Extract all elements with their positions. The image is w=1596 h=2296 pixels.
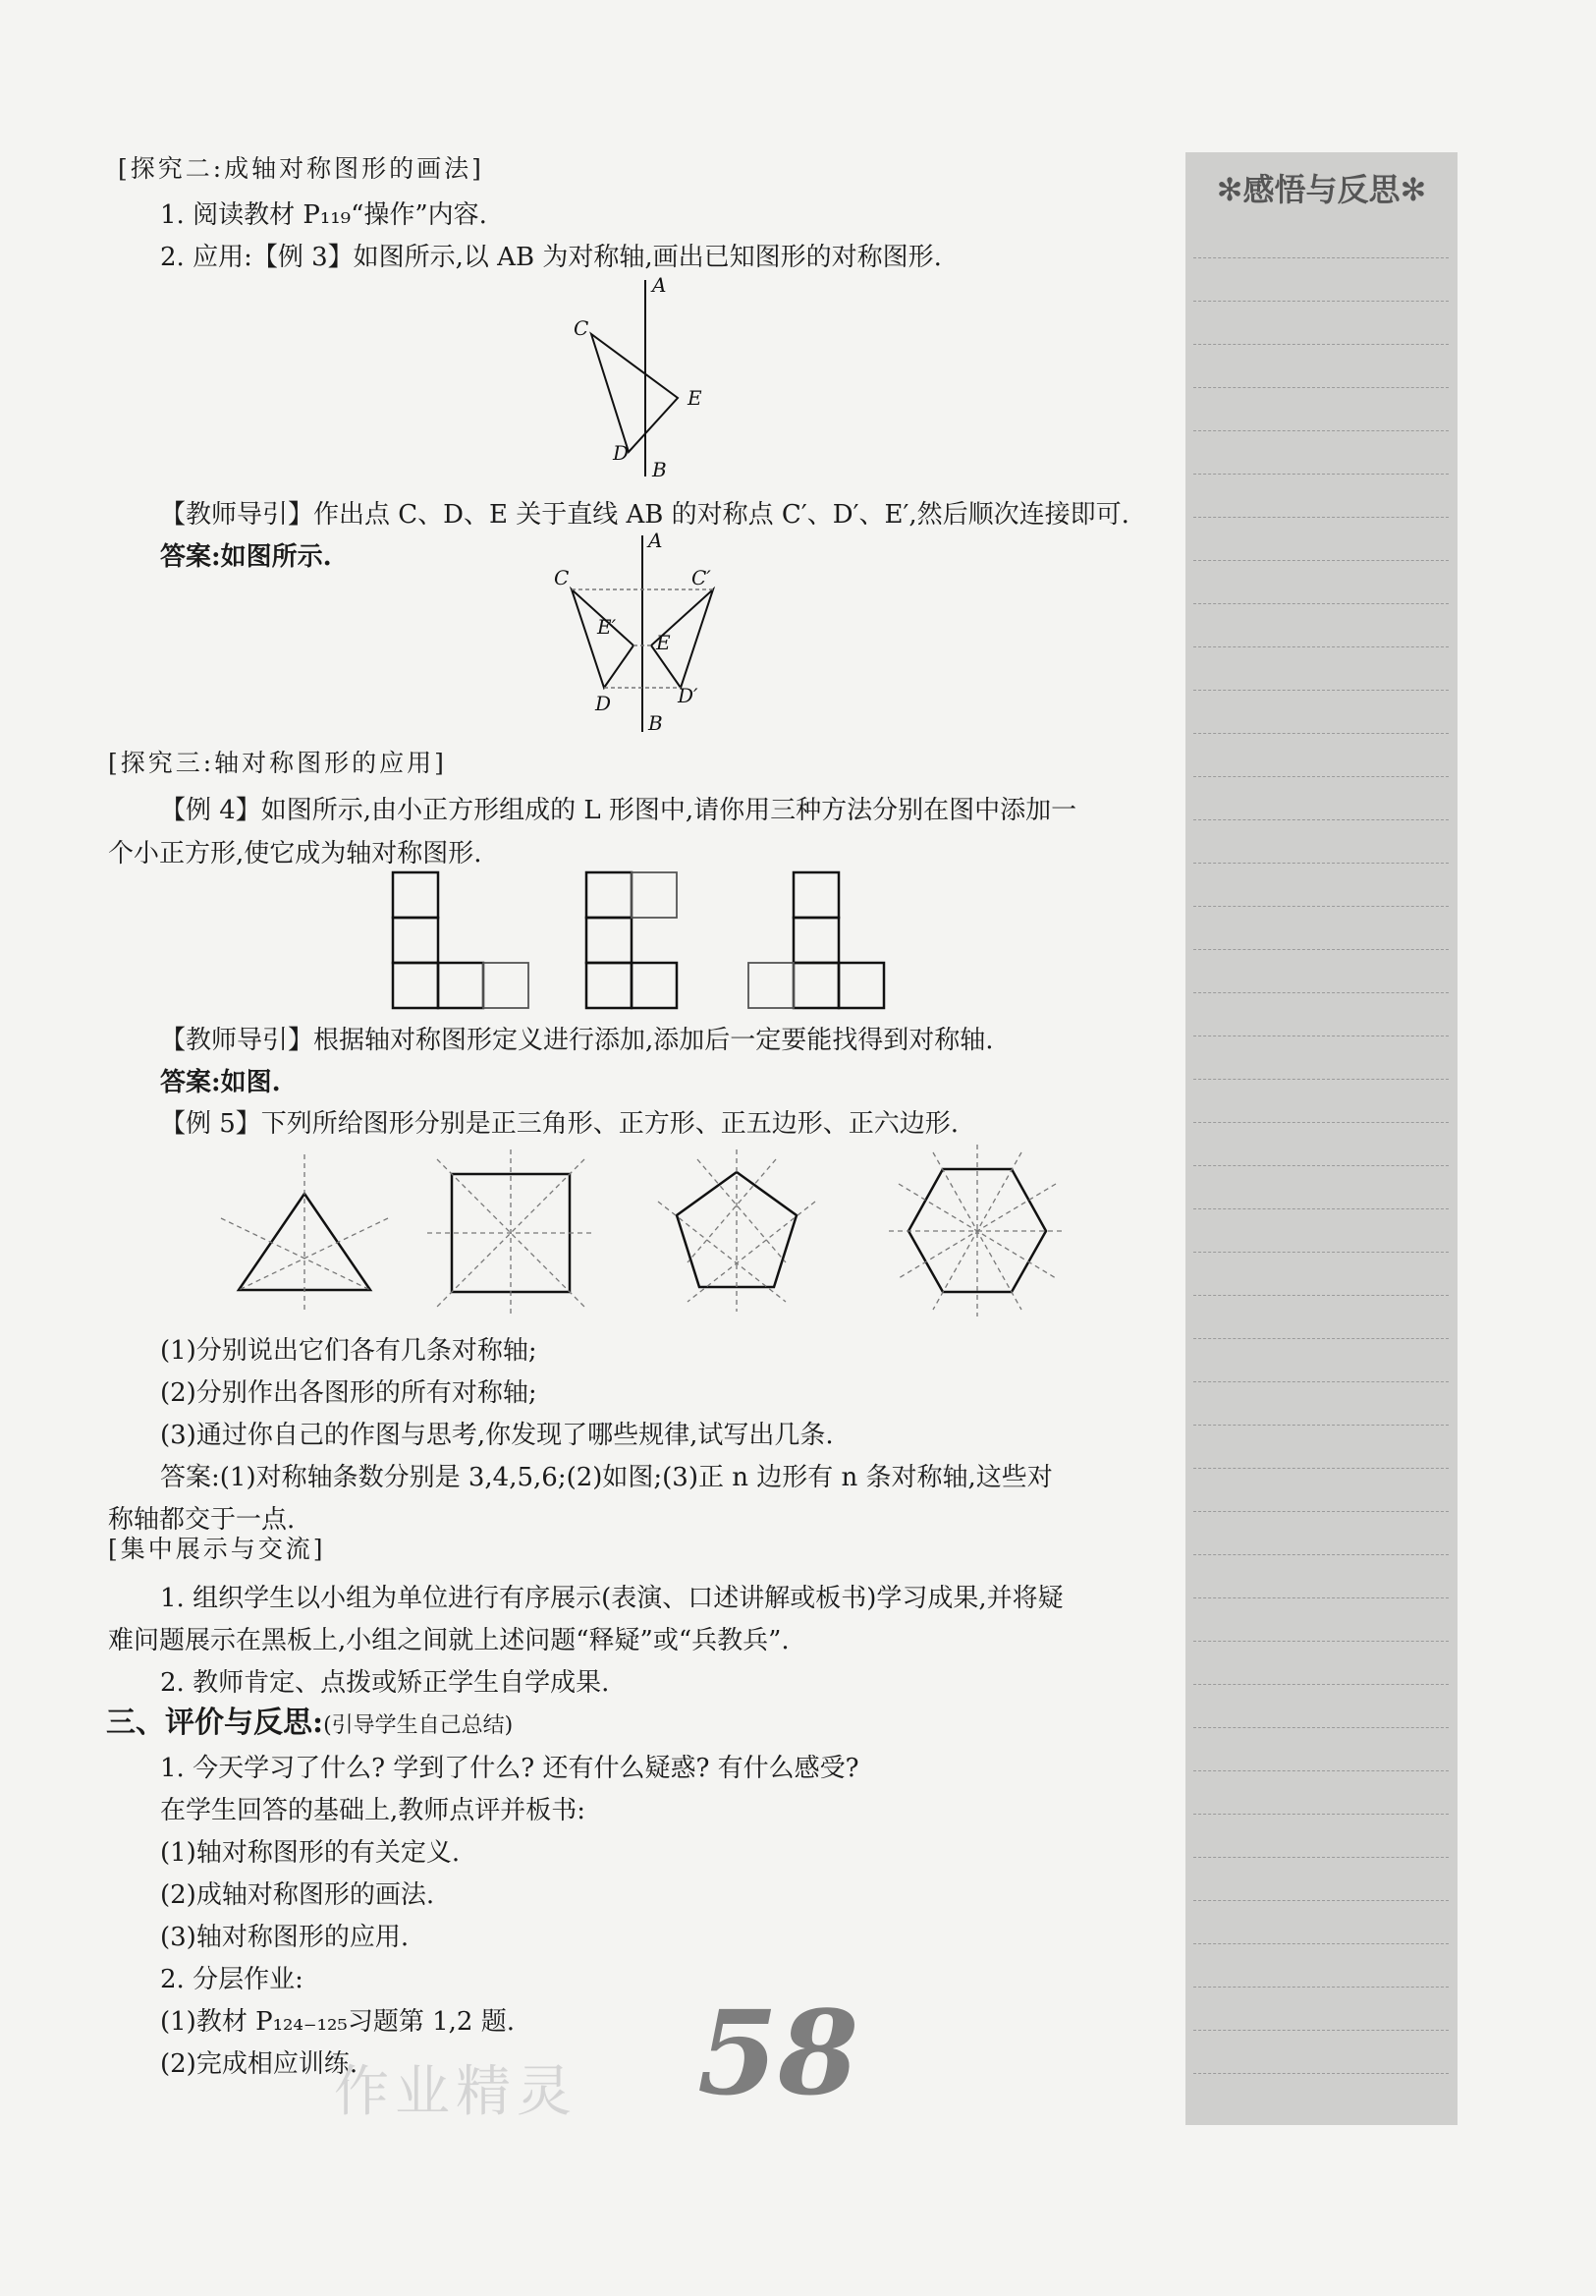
focus-item2: 2. 教师肯定、点拨或矫正学生自学成果. (160, 1668, 610, 1698)
inquiry2-item1: 1. 阅读教材 P₁₁₉“操作”内容. (160, 200, 487, 230)
sidebar-line (1193, 1295, 1449, 1296)
sidebar-line (1193, 603, 1449, 604)
sidebar-line (1193, 1468, 1449, 1469)
sidebar-line (1193, 1900, 1449, 1901)
sidebar-line (1193, 1122, 1449, 1123)
sidebar-line (1193, 992, 1449, 993)
inquiry2-item2: 2. 应用:【例 3】如图所示,以 AB 为对称轴,画出已知图形的对称图形. (160, 243, 942, 272)
inquiry2-guide: 【教师导引】作出点 C、D、E 关于直线 AB 的对称点 C′、D′、E′,然后顺次连接即可. (160, 500, 1129, 530)
sidebar-line (1193, 517, 1449, 518)
sidebar-line (1193, 1641, 1449, 1642)
sidebar-line (1193, 344, 1449, 345)
example5-figures (221, 1145, 1125, 1316)
label-c: C (554, 566, 570, 589)
focus-header: [集中展示与交流] (108, 1535, 326, 1563)
review-point2: (2)成轴对称图形的画法. (160, 1880, 435, 1910)
sidebar-line (1193, 430, 1449, 431)
sidebar-line (1193, 733, 1449, 734)
homework-item1: (1)教材 P₁₂₄₋₁₂₅习题第 1,2 题. (160, 2007, 515, 2037)
review-q1: 1. 今天学习了什么? 学到了什么? 还有什么疑惑? 有什么感受? (160, 1754, 859, 1783)
label-c: C (574, 316, 589, 340)
added-square-1 (483, 963, 528, 1008)
reflection-sidebar (1185, 152, 1458, 2125)
review-intro: 在学生回答的基础上,教师点评并板书: (160, 1796, 586, 1825)
sidebar-line (1193, 1208, 1449, 1209)
example5-q2: (2)分别作出各图形的所有对称轴; (160, 1378, 537, 1408)
sidebar-line (1193, 1814, 1449, 1815)
homework-item2: (2)完成相应训练. (160, 2049, 358, 2079)
review-title-text: 三、评价与反思: (106, 1706, 324, 1740)
review-point3: (3)轴对称图形的应用. (160, 1923, 410, 1952)
sidebar-line (1193, 906, 1449, 907)
triangle-cde (572, 589, 633, 688)
example4-line2: 个小正方形,使它成为轴对称图形. (108, 839, 482, 868)
sidebar-line (1193, 1727, 1449, 1728)
l-shape-3 (794, 872, 884, 1008)
sidebar-line (1193, 1425, 1449, 1426)
label-d: D (613, 441, 630, 465)
sidebar-line (1193, 776, 1449, 777)
label-b: B (648, 711, 663, 735)
review-title-note: (引导学生自己总结) (323, 1713, 514, 1738)
review-title (106, 1705, 513, 1745)
inquiry3-guide: 【教师导引】根据轴对称图形定义进行添加,添加后一定要能找得到对称轴. (160, 1026, 994, 1055)
page-number: 58 (697, 1985, 859, 2121)
label-a: A (648, 529, 663, 552)
example3-figure (550, 273, 746, 486)
sidebar-line (1193, 1857, 1449, 1858)
review-point1: (1)轴对称图形的有关定义. (160, 1838, 461, 1868)
sidebar-line (1193, 1770, 1449, 1771)
example5-answer-line2: 称轴都交于一点. (108, 1505, 296, 1535)
example5-q1: (1)分别说出它们各有几条对称轴; (160, 1336, 537, 1366)
sidebar-line (1193, 690, 1449, 691)
sidebar-line (1193, 863, 1449, 864)
label-d: D (595, 692, 612, 715)
answer3-figure (554, 529, 727, 737)
sidebar-line (1193, 1338, 1449, 1339)
watermark: 作业精灵 (334, 2060, 578, 2124)
sidebar-line (1193, 2030, 1449, 2031)
example5-q3: (3)通过你自己的作图与思考,你发现了哪些规律,试写出几条. (160, 1421, 834, 1450)
l-shape-1 (393, 872, 483, 1008)
sidebar-line (1193, 387, 1449, 388)
example5-text: 【例 5】下列所给图形分别是正三角形、正方形、正五边形、正六边形. (160, 1109, 960, 1139)
inquiry2-header: [探究二:成轴对称图形的画法] (118, 154, 484, 183)
example4-figure-2 (586, 872, 704, 1010)
sidebar-line (1193, 1987, 1449, 1988)
sidebar-line (1193, 1079, 1449, 1080)
triangle-figure (221, 1154, 388, 1312)
sidebar-line (1193, 560, 1449, 561)
added-square-2 (632, 872, 677, 918)
added-square-3 (748, 963, 794, 1008)
sidebar-line (1193, 646, 1449, 647)
example4-line1: 【例 4】如图所示,由小正方形组成的 L 形图中,请你用三种方法分别在图中添加一 (160, 796, 1077, 825)
inquiry3-header: [探究三:轴对称图形的应用] (108, 749, 447, 777)
label-b: B (652, 458, 667, 481)
label-e: E (656, 631, 671, 654)
label-a: A (652, 273, 667, 297)
label-d-prime: D′ (678, 684, 698, 707)
homework-title: 2. 分层作业: (160, 1965, 303, 1994)
label-e: E (688, 386, 702, 410)
example5-answer-line1: 答案:(1)对称轴条数分别是 3,4,5,6;(2)如图;(3)正 n 边形有 n 条对称轴,这些对 (160, 1463, 1053, 1492)
sidebar-line (1193, 1381, 1449, 1382)
sidebar-line (1193, 949, 1449, 950)
example4-figure-3 (748, 872, 896, 1010)
label-e-prime: E′ (597, 615, 617, 639)
sidebar-line (1193, 1511, 1449, 1512)
sidebar-line (1193, 819, 1449, 820)
sidebar-line (1193, 301, 1449, 302)
sidebar-line (1193, 1943, 1449, 1944)
inquiry2-answer: 答案:如图所示. (160, 542, 332, 572)
sidebar-line (1193, 257, 1449, 258)
square-figure (427, 1149, 594, 1316)
inquiry3-answer: 答案:如图. (160, 1068, 281, 1097)
sidebar-line (1193, 474, 1449, 475)
sidebar-line (1193, 1252, 1449, 1253)
sidebar-line (1193, 1554, 1449, 1555)
hexagon-figure (889, 1145, 1066, 1316)
triangle-cde (591, 334, 678, 452)
pentagon-figure (658, 1149, 815, 1312)
sidebar-line (1193, 2073, 1449, 2074)
sidebar-line (1193, 1684, 1449, 1685)
label-c-prime: C′ (691, 566, 711, 589)
focus-item1-line2: 难问题展示在黑板上,小组之间就上述问题“释疑”或“兵教兵”. (108, 1626, 790, 1655)
sidebar-line (1193, 1597, 1449, 1598)
focus-item1-line1: 1. 组织学生以小组为单位进行有序展示(表演、口述讲解或板书)学习成果,并将疑 (160, 1584, 1064, 1613)
sidebar-title: ✻感悟与反思✻ (1216, 171, 1427, 208)
sidebar-line (1193, 1165, 1449, 1166)
